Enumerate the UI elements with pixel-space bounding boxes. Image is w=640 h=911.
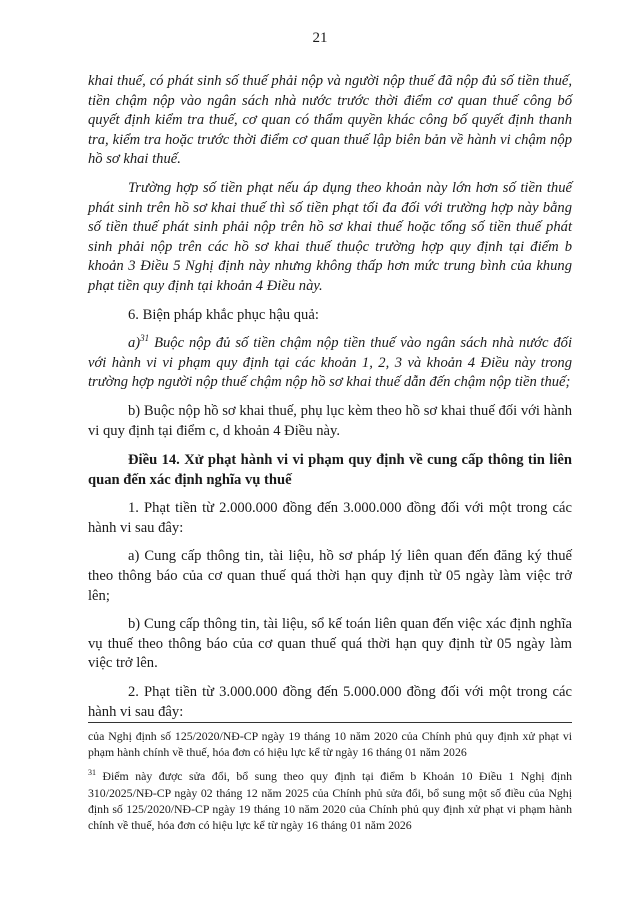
footnote-ref-31: 31 xyxy=(140,333,150,344)
paragraph-continuation: khai thuế, có phát sinh số thuế phải nộp và người nộp thuế đã nộp đủ số tiền thuế, tiền chậm nộp vào ngân sách nhà nước trước thời điểm cơ quan thuế công bố quyết định kiểm tra thuế, cơ quan có thẩm quyền khác công bố quyết định thanh tra, kiểm tra hoặc trước thời điểm cơ quan thuế lập biên bản về hành vi chậm nộp hồ sơ khai thuế. xyxy=(88,73,572,168)
paragraph-remedy-b: b) Buộc nộp hồ sơ khai thuế, phụ lục kèm theo hồ sơ khai thuế đối với hành vi quy định tại điểm c, d khoản 4 Điều này. xyxy=(88,402,572,439)
footnote-continuation: của Nghị định số 125/2020/NĐ-CP ngày 19 tháng 10 năm 2020 của Chính phủ quy định xử phạt vi phạm hành chính về thuế, hóa đơn có hiệu lực kể từ ngày 16 tháng 01 năm 2026 xyxy=(88,729,572,760)
paragraph-clause-1a: a) Cung cấp thông tin, tài liệu, hồ sơ pháp lý liên quan đến đăng ký thuế theo thông báo của cơ quan thuế quá thời hạn quy định từ 05 ngày làm việc trở lên; xyxy=(88,548,572,604)
body-text xyxy=(88,72,572,731)
paragraph-penalty-cap: Trường hợp số tiền phạt nếu áp dụng theo khoản này lớn hơn số tiền thuế phát sinh trên hồ sơ khai thuế thì số tiền phạt tối đa đối với trường hợp này bằng số tiền thuế phát sinh phải nộp trên hồ sơ khai thuế hoặc tổng số tiền thuế phát sinh phải nộp trên các hồ sơ khai thuế thuộc trường hợp quy định tại điểm b khoản 3 Điều 5 Nghị định này nhưng không thấp hơn mức trung bình của khung phạt tiền quy định tại khoản 4 Điều này. xyxy=(88,179,572,294)
paragraph-clause-1: 1. Phạt tiền từ 2.000.000 đồng đến 3.000.000 đồng đối với một trong các hành vi sau đây: xyxy=(88,500,572,536)
paragraph-remedial-measures: 6. Biện pháp khắc phục hậu quả: xyxy=(128,306,319,323)
footnote-31 xyxy=(88,768,572,833)
remedy-a-prefix: a) xyxy=(128,335,141,352)
paragraph-remedy-a xyxy=(88,334,572,393)
paragraph-clause-1b: b) Cung cấp thông tin, tài liệu, sổ kế toán liên quan đến việc xác định nghĩa vụ thuế theo thông báo của cơ quan thuế quá thời hạn quy định từ 05 ngày làm việc trở lên. xyxy=(88,616,572,672)
page-number: 21 xyxy=(312,30,328,46)
footnote-31-text: Điểm này được sửa đổi, bổ sung theo quy định tại điểm b Khoản 10 Điều 1 Nghị định 310/2025/NĐ-CP ngày 02 tháng 12 năm 2025 của Chính phủ sửa đổi, bổ sung một số điều của Nghị định số 125/2020/NĐ-CP ngày 19 tháng 10 năm 2020 của Chính phủ quy định xử phạt vi phạm hành chính về thuế, hóa đơn có hiệu lực kể từ ngày 16 tháng 01 năm 2026 xyxy=(88,769,572,833)
remedy-a-text: Buộc nộp đủ số tiền chậm nộp tiền thuế vào ngân sách nhà nước đối với hành vi vi phạm quy định tại các khoản 1, 2, 3 và khoản 4 Điều này trong trường hợp người nộp thuế chậm nộp hồ sơ khai thuế dẫn đến chậm nộp tiền thuế; xyxy=(88,335,572,391)
footnote-31-marker: 31 xyxy=(88,768,96,778)
footnote-divider xyxy=(88,722,572,723)
footnotes xyxy=(88,728,572,841)
article-14-heading: Điều 14. Xử phạt hành vi vi phạm quy định về cung cấp thông tin liên quan đến xác định nghĩa vụ thuế xyxy=(88,452,572,488)
paragraph-clause-2: 2. Phạt tiền từ 3.000.000 đồng đến 5.000.000 đồng đối với một trong các hành vi sau đây: xyxy=(88,684,572,720)
